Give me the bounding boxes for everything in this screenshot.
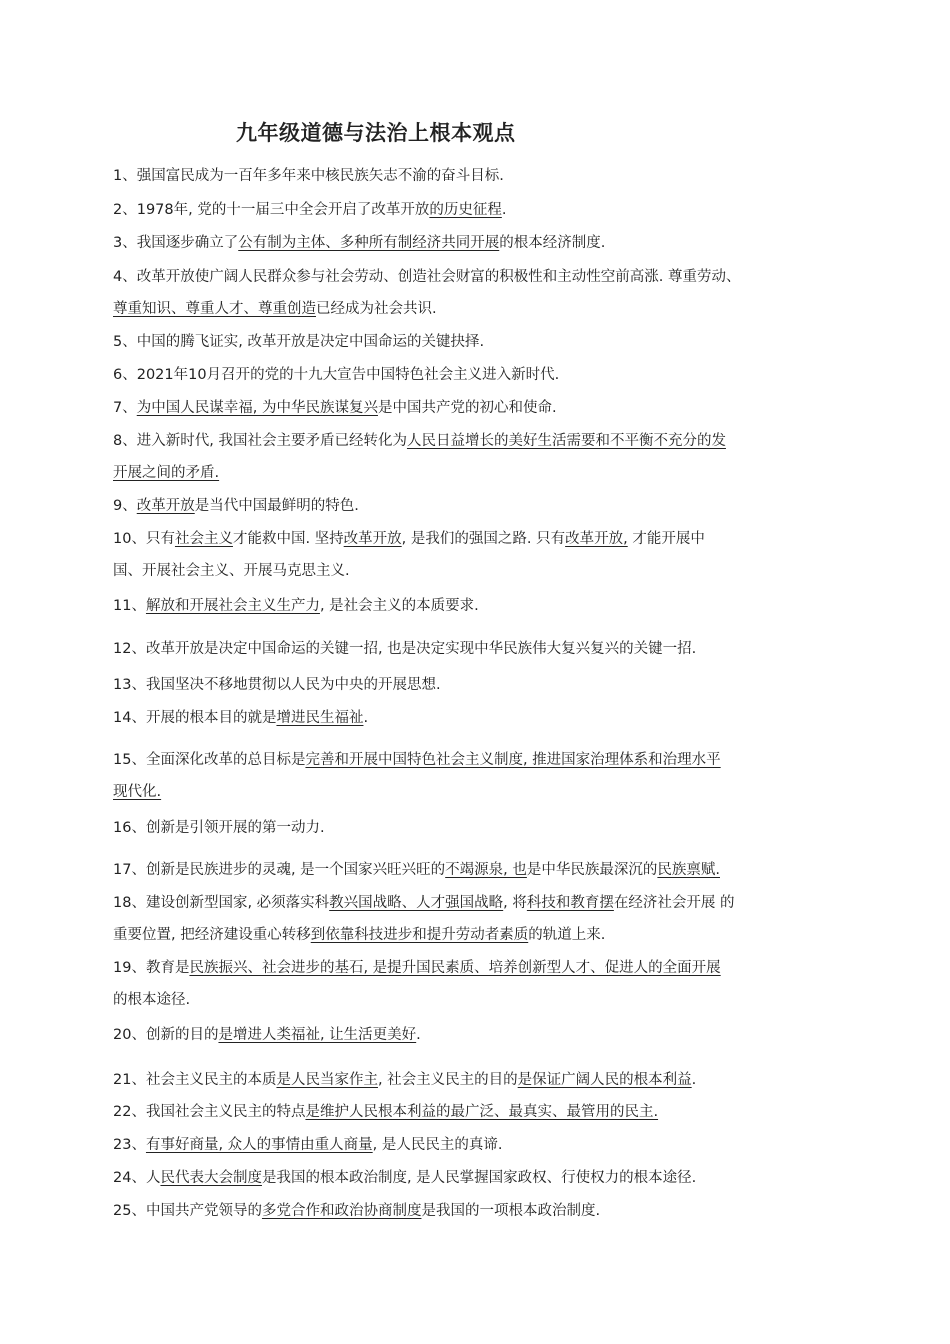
item-text: 在经济社会开展 的 — [613, 895, 735, 911]
item-line — [113, 1064, 843, 1096]
underlined-key-phrase: 不竭源泉, 也 — [445, 862, 527, 878]
item-text: 6、2021年10月召开的党的十九大宣告中国特色社会主义进入新时代. — [113, 367, 560, 383]
item-text: 24、人 — [113, 1170, 161, 1186]
underlined-key-phrase: 是增进人类福祉, 让生活更美好 — [218, 1027, 417, 1043]
underlined-key-phrase: 科技和教育摆 — [526, 895, 614, 911]
page-title: 九年级道德与法治上根本观点 — [236, 121, 516, 145]
item-line — [113, 702, 843, 734]
item-text: 4、改革开放使广阔人民群众参与社会劳动、创造社会财富的积极性和主动性空前高涨. 尊重劳动、 — [113, 269, 741, 285]
item-line — [113, 744, 843, 776]
item-text: , 将 — [503, 895, 527, 911]
item-line — [113, 227, 843, 259]
item-text: . — [363, 710, 369, 726]
item-text: 9、 — [113, 498, 137, 514]
item-text: 10、只有 — [113, 531, 175, 547]
item-line — [113, 1096, 843, 1128]
item-text: 的轨道上来. — [528, 927, 606, 943]
item-text: 18、建设创新型国家, 必须落实科 — [113, 895, 330, 911]
item-line — [113, 293, 843, 325]
underlined-key-phrase: 改革开放 — [343, 531, 402, 547]
item-line — [113, 590, 843, 622]
viewpoint-item — [113, 1162, 843, 1194]
underlined-key-phrase: 完善和开展中国特色社会主义制度, 推进国家治理体系和治理水平 — [305, 752, 721, 768]
item-line — [113, 392, 843, 424]
item-text: 11、 — [113, 598, 146, 614]
underlined-key-phrase: 改革开放 — [136, 498, 195, 514]
viewpoint-item — [113, 702, 843, 734]
underlined-key-phrase: 教兴国战略、人才强国战略 — [329, 895, 504, 911]
item-line — [113, 854, 843, 886]
underlined-key-phrase: 社会主义 — [174, 531, 233, 547]
item-text: 14、开展的根本目的就是 — [113, 710, 277, 726]
item-line — [113, 523, 843, 555]
item-line — [113, 1162, 843, 1194]
underlined-key-phrase: 民代表大会制度 — [160, 1170, 262, 1186]
item-text: 8、进入新时代, 我国社会主要矛盾已经转化为 — [113, 433, 407, 449]
item-text: 重要位置, 把经济建设重心转移 — [113, 927, 311, 943]
item-text: 12、改革开放是决定中国命运的关键一招, 也是决定实现中华民族伟大复兴复兴的关键一招. — [113, 641, 697, 657]
viewpoint-item — [113, 1195, 843, 1227]
underlined-key-phrase: 增进民生福祉 — [276, 710, 364, 726]
item-text: 5、中国的腾飞证实, 改革开放是决定中国命运的关键抉择. — [113, 334, 485, 350]
item-text: 是中华民族最深沉的 — [526, 862, 658, 878]
item-text: 19、教育是 — [113, 960, 190, 976]
underlined-key-phrase: 改革开放, — [565, 531, 628, 547]
item-line — [113, 261, 843, 293]
viewpoint-item — [113, 359, 843, 391]
item-text: 是中国共产党的初心和使命. — [377, 400, 557, 416]
item-text: . — [691, 1072, 697, 1088]
item-text: 的根本途径. — [113, 992, 191, 1008]
underlined-key-phrase: 现代化. — [113, 784, 162, 800]
item-line — [113, 359, 843, 391]
item-text: 的根本经济制度. — [499, 235, 606, 251]
item-text: 21、社会主义民主的本质 — [113, 1072, 277, 1088]
item-line — [113, 425, 843, 457]
viewpoint-item — [113, 1129, 843, 1161]
item-line — [113, 326, 843, 358]
viewpoint-item — [113, 160, 843, 192]
item-text: 是当代中国最鲜明的特色. — [194, 498, 359, 514]
viewpoint-item — [113, 669, 843, 701]
item-text: , 是我们的强国之路. 只有 — [401, 531, 566, 547]
underlined-key-phrase: 的历史征程 — [429, 202, 502, 218]
underlined-key-phrase: 多党合作和政治协商制度 — [261, 1203, 422, 1219]
viewpoint-item — [113, 590, 843, 622]
viewpoint-item — [113, 326, 843, 358]
viewpoint-item — [113, 952, 843, 1016]
item-line — [113, 952, 843, 984]
underlined-key-phrase: 开展之间的矛盾. — [113, 465, 220, 481]
underlined-key-phrase: 是保证广阔人民的根本利益 — [517, 1072, 692, 1088]
underlined-key-phrase: 人民日益增长的美好生活需要和不平衡不充分的发 — [406, 433, 726, 449]
underlined-key-phrase: 民族禀赋. — [657, 862, 720, 878]
viewpoint-item — [113, 854, 843, 886]
viewpoint-item — [113, 490, 843, 522]
item-text: 16、创新是引领开展的第一动力. — [113, 820, 325, 836]
viewpoint-item — [113, 227, 843, 259]
viewpoint-item — [113, 633, 843, 665]
item-text: 3、我国逐步确立了 — [113, 235, 239, 251]
item-text: 13、我国坚决不移地贯彻以人民为中央的开展思想. — [113, 677, 441, 693]
item-line — [113, 812, 843, 844]
item-text: . — [501, 202, 507, 218]
item-line — [113, 160, 843, 192]
item-text: 15、全面深化改革的总目标是 — [113, 752, 306, 768]
item-text: , 是社会主义的本质要求. — [319, 598, 479, 614]
item-line — [113, 633, 843, 665]
item-text: 才能救中国. 坚持 — [232, 531, 344, 547]
item-text: 才能开展中 — [627, 531, 705, 547]
item-line — [113, 919, 843, 951]
item-text: 25、中国共产党领导的 — [113, 1203, 262, 1219]
item-text: 已经成为社会共识. — [316, 301, 437, 317]
item-text: 20、创新的目的 — [113, 1027, 219, 1043]
item-text: 2、1978年, 党的十一届三中全会开启了改革开放 — [113, 202, 430, 218]
item-text: 7、 — [113, 400, 137, 416]
underlined-key-phrase: 民族振兴、社会进步的基石, 是提升国民素质、培养创新型人才、促进人的全面开展 — [189, 960, 721, 976]
viewpoint-item — [113, 1096, 843, 1128]
item-text: . — [416, 1027, 421, 1043]
item-text: 是我国的一项根本政治制度. — [421, 1203, 601, 1219]
item-line — [113, 555, 843, 587]
viewpoint-item — [113, 194, 843, 226]
viewpoint-item — [113, 1064, 843, 1096]
item-line — [113, 457, 843, 489]
underlined-key-phrase: 公有制为主体、多种所有制经济共同开展 — [238, 235, 500, 251]
item-text: 国、开展社会主义、开展马克思主义. — [113, 563, 350, 579]
item-text: 1、强国富民成为一百年多年来中核民族矢志不渝的奋斗目标. — [113, 168, 504, 184]
item-line — [113, 776, 843, 808]
underlined-key-phrase: 解放和开展社会主义生产力 — [145, 598, 320, 614]
item-text: 17、创新是民族进步的灵魂, 是一个国家兴旺兴旺的 — [113, 862, 446, 878]
item-text: 23、 — [113, 1137, 146, 1153]
underlined-key-phrase: 有事好商量, 众人的事情由重人商量 — [145, 1137, 373, 1153]
item-line — [113, 669, 843, 701]
underlined-key-phrase: 是人民当家作主 — [276, 1072, 378, 1088]
viewpoint-item — [113, 887, 843, 951]
item-line — [113, 1019, 843, 1051]
viewpoint-item — [113, 812, 843, 844]
item-line — [113, 984, 843, 1016]
viewpoint-item — [113, 1019, 843, 1051]
item-line — [113, 1129, 843, 1161]
viewpoint-item — [113, 261, 843, 325]
viewpoint-item — [113, 523, 843, 587]
item-text: 是我国的根本政治制度, 是人民掌握国家政权、行使权力的根本途径. — [261, 1170, 697, 1186]
underlined-key-phrase: 是维护人民根本利益的最广泛、最真实、最管用的民主. — [305, 1104, 659, 1120]
item-line — [113, 887, 843, 919]
underlined-key-phrase: 为中国人民谋幸福, 为中华民族谋复兴 — [136, 400, 378, 416]
underlined-key-phrase: 尊重知识、尊重人才、尊重创造 — [113, 301, 316, 317]
item-text: , 是人民民主的真谛. — [372, 1137, 503, 1153]
item-text: 22、我国社会主义民主的特点 — [113, 1104, 306, 1120]
viewpoint-item — [113, 744, 843, 808]
item-text: , 社会主义民主的目的 — [377, 1072, 518, 1088]
item-line — [113, 1195, 843, 1227]
underlined-key-phrase: 到依靠科技进步和提升劳动者素质 — [310, 927, 529, 943]
viewpoint-item — [113, 392, 843, 424]
item-line — [113, 194, 843, 226]
item-line — [113, 490, 843, 522]
viewpoint-item — [113, 425, 843, 489]
